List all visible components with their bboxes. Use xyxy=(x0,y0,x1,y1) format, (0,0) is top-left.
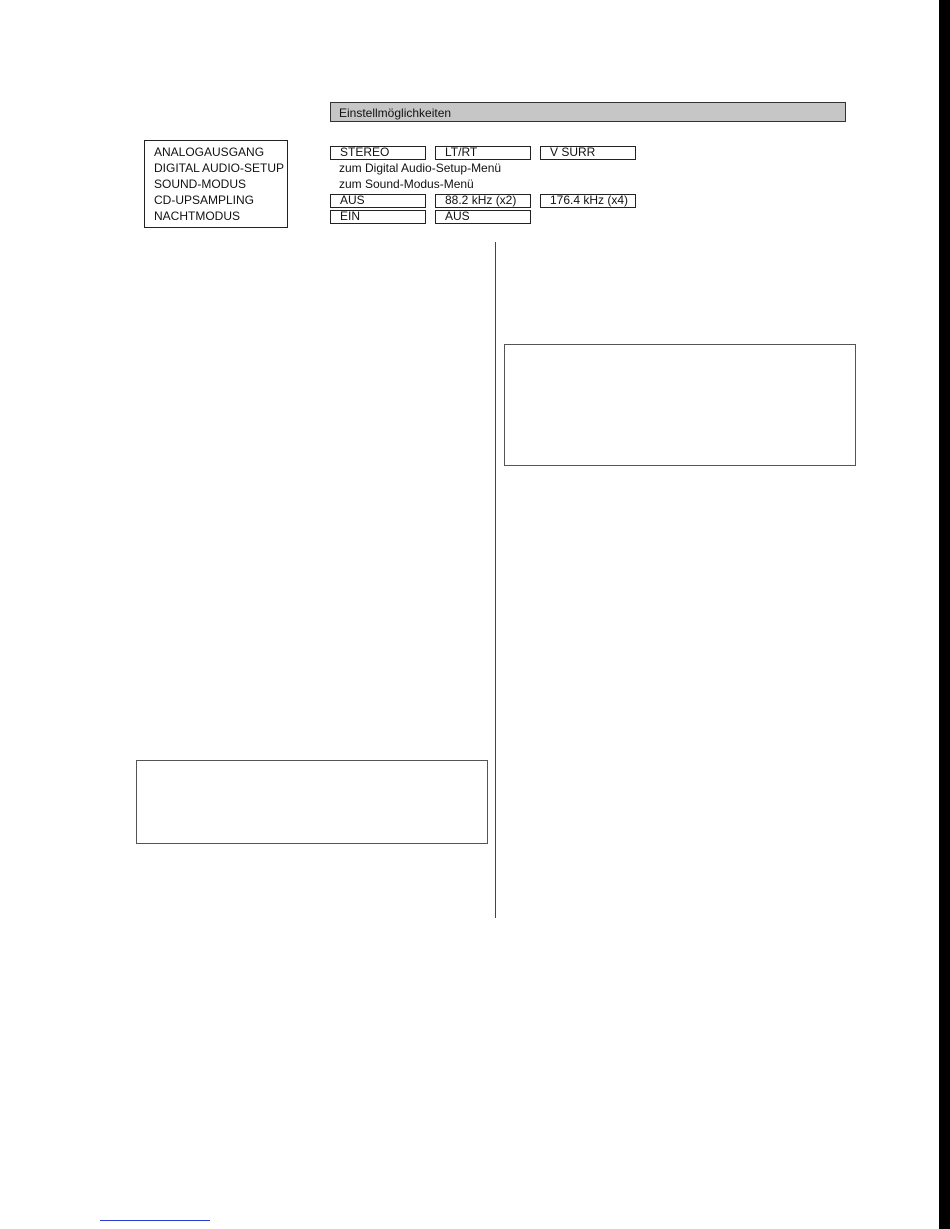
option-v-surr: V SURR xyxy=(540,146,636,160)
footer-link-underline[interactable] xyxy=(100,1220,210,1221)
option-upsampling-x2: 88.2 kHz (x2) xyxy=(435,194,531,208)
option-upsampling-aus: AUS xyxy=(330,194,426,208)
note-box-right xyxy=(504,344,856,466)
setting-label-analogausgang: ANALOGAUSGANG xyxy=(154,145,265,159)
setting-label-cd-upsampling: CD-UPSAMPLING xyxy=(154,193,255,207)
setting-label-nachtmodus: NACHTMODUS xyxy=(154,209,240,223)
setting-label-digital-audio-setup: DIGITAL AUDIO-SETUP xyxy=(154,161,285,175)
options-header: Einstellmöglichkeiten xyxy=(330,102,846,122)
option-stereo: STEREO xyxy=(330,146,426,160)
digital-audio-setup-hint: zum Digital Audio-Setup-Menü xyxy=(339,161,502,175)
column-divider xyxy=(495,242,496,918)
option-nachtmodus-aus: AUS xyxy=(435,210,531,224)
note-box-left xyxy=(136,760,488,844)
setting-label-sound-modus: SOUND-MODUS xyxy=(154,177,246,191)
option-upsampling-x4: 176.4 kHz (x4) xyxy=(540,194,636,208)
page-edge-bar xyxy=(939,0,950,1229)
option-lt-rt: LT/RT xyxy=(435,146,531,160)
sound-modus-hint: zum Sound-Modus-Menü xyxy=(339,177,474,191)
option-nachtmodus-ein: EIN xyxy=(330,210,426,224)
